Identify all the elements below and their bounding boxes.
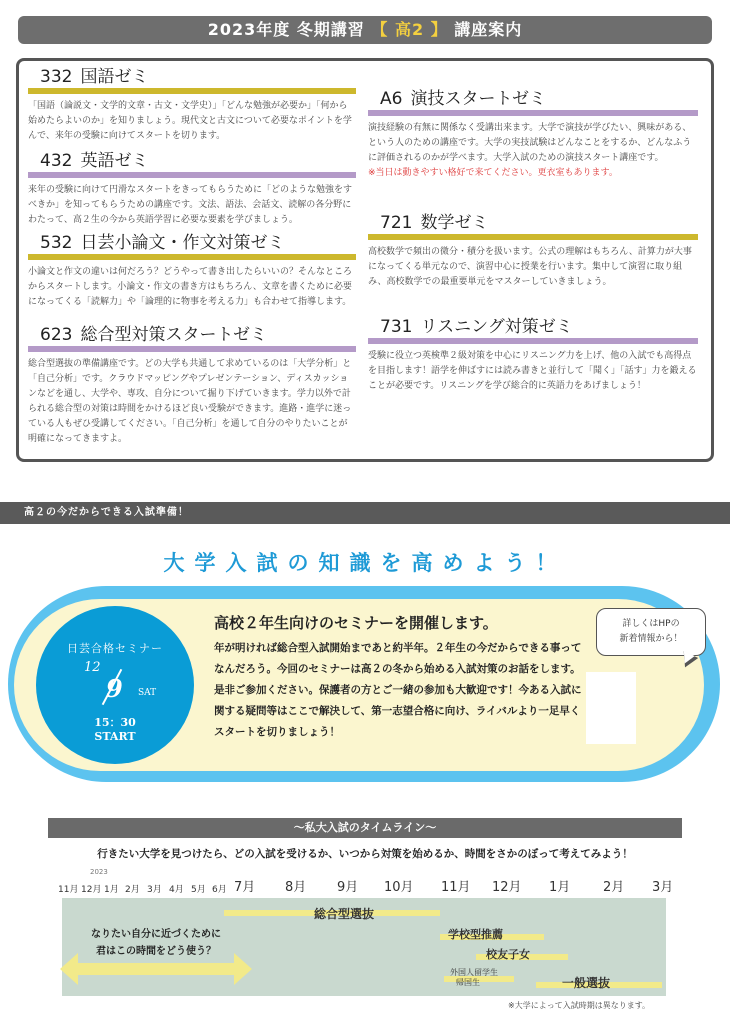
- month-label: 11月: [441, 880, 471, 895]
- arrow-message-line: 君はこの時間をどう使う？: [96, 946, 216, 957]
- course-rule: [28, 172, 356, 178]
- arrow-shaft: [70, 963, 240, 975]
- foreign-label: 外国人留学生: [450, 968, 498, 977]
- course-332: [28, 66, 356, 144]
- course-number: 623: [40, 325, 73, 345]
- month-label: 11月: [58, 885, 79, 895]
- course-title: 数学ゼミ: [420, 213, 489, 233]
- headline: 大学入試の知識を高めよう！: [163, 551, 567, 575]
- month-label: 2月: [125, 885, 140, 895]
- course-number: 731: [380, 317, 413, 337]
- course-desc: 総合型選抜の準備講座です。どの大学も共通して求めているのは「大学分析」と「自己分析」です。クラウドマッピングやプレゼンテーション、ディスカッションなどを通し、大学や、専攻、自分について掘り下げていきます。学力以外で計られる総合型の対策は時間をかけるほど良い受験ができます。進路・進学に迷っている人もぜひ受講してください。「自己分析」を通して自分のやりたいことが明確になってきますよ。: [28, 359, 352, 444]
- month-label: 4月: [169, 885, 184, 895]
- course-rule: [28, 254, 356, 260]
- course-desc: 「国語（論説文・文学的文章・古文・文学史）」「どんな勉強が必要か」「何から始めたらよいのか」を知りましょう。現代文と古文について必要なポイントを学んで、来年の受験に向けてスタートを切ります。: [28, 101, 352, 141]
- month-label: 5月: [191, 885, 206, 895]
- returnee-label: 帰国生: [456, 978, 480, 987]
- course-title: 日芸小論文・作文対策ゼミ: [80, 233, 285, 253]
- qr-code-placeholder[interactable]: [586, 672, 636, 744]
- month-label: 6月: [212, 885, 227, 895]
- section-bar: 高２の今だからできる入試準備！: [0, 502, 730, 524]
- title-bracket-open: 【: [371, 20, 389, 39]
- month-label: 2月: [603, 880, 625, 895]
- seminar-title: 高校２年生向けのセミナーを開催します。: [214, 614, 498, 632]
- timeline-year-tag: 2023: [90, 868, 108, 876]
- course-title: 演技スタートゼミ: [410, 89, 546, 109]
- sogo-label: 総合型選抜: [314, 907, 375, 921]
- course-desc: 小論文と作文の違いは何だろう？どうやって書き出したらいいの？そんなところからスタートします。小論文・作文の書き方はもちろん、文章を書くために必要になってくる「読解力」や「論理的に物事を考える力」も合わせて指導します。: [28, 267, 353, 307]
- course-623: [28, 324, 356, 447]
- title-bracket-close: 】: [430, 20, 448, 39]
- course-a6: [368, 88, 698, 181]
- month-label: 8月: [285, 880, 307, 895]
- course-rule: [28, 346, 356, 352]
- page-title: [18, 16, 712, 44]
- hp-info-bubble[interactable]: [596, 608, 706, 656]
- course-number: 332: [40, 67, 73, 87]
- course-desc: 受験に役立つ英検準２級対策を中心にリスニング力を上げ、他の入試でも高得点を目指します！語学を伸ばすには読み書きと並行して「聞く」「話す」力を鍛えることが必要です。リスニングを学び総合的に英語力をあげましょう！: [368, 351, 697, 391]
- month-label: 3月: [652, 880, 674, 895]
- course-number: A6: [380, 89, 403, 109]
- title-suffix: 講座案内: [454, 20, 523, 39]
- bubble-line: 新着情報から！: [619, 634, 683, 644]
- course-number: 432: [40, 151, 73, 171]
- badge-title: 日芸合格セミナー: [67, 642, 163, 655]
- month-label: 9月: [337, 880, 359, 895]
- course-rule: [368, 234, 698, 240]
- seminar-date-badge: [36, 606, 194, 764]
- course-rule: [368, 110, 698, 116]
- course-721: [368, 212, 698, 290]
- course-rule: [28, 88, 356, 94]
- badge-weekday: SAT: [138, 688, 157, 698]
- course-731: [368, 316, 698, 394]
- alumni-label: 校友子女: [486, 948, 530, 961]
- course-desc: 高校数学で頻出の微分・積分を扱います。公式の理解はもちろん、計算力が大事になってくる単元なので、演習中心に授業を行います。集中して演習に取り組み、高校数学での最重要単元をマスターしていきましょう。: [368, 247, 692, 287]
- seminar-body: 年が明ければ総合型入試開始まであと約半年。２年生の今だからできる事ってなんだろう。今回のセミナーは高２の冬から始める入試対策のお話をします。是非ご参加ください。保護者の方とご一緒の参加も大歓迎です！今ある入試に関する疑問等はここで解決して、第一志望合格に向け、ライバルより一足早くスタートを切りましょう！: [214, 642, 582, 738]
- timeline-months: [0, 876, 730, 896]
- course-number: 532: [40, 233, 73, 253]
- month-label: 7月: [234, 880, 256, 895]
- month-label: 3月: [147, 885, 162, 895]
- arrow-message-line: なりたい自分に近づくために: [91, 929, 221, 940]
- course-note: ※当日は動きやすい格好で来てください。更衣室もあります。: [368, 168, 618, 178]
- timeline-subtitle: 行きたい大学を見つけたら、どの入試を受けるか、いつから対策を始めるか、時間をさかのぼって考えてみよう！: [97, 848, 633, 860]
- badge-start: START: [94, 730, 136, 743]
- course-rule: [368, 338, 698, 344]
- month-label: 10月: [384, 880, 414, 895]
- course-532: [28, 232, 356, 310]
- arrow-message: [66, 926, 246, 960]
- month-label: 1月: [104, 885, 119, 895]
- timeline-footnote: ※大学によって入試時期は異なります。: [508, 1001, 651, 1010]
- badge-day: 9: [106, 674, 123, 703]
- bubble-line: 詳しくはHPの: [622, 619, 680, 629]
- course-number: 721: [380, 213, 413, 233]
- month-label: 12月: [81, 885, 102, 895]
- course-title: 総合型対策スタートゼミ: [80, 325, 267, 345]
- month-label: 12月: [492, 880, 522, 895]
- title-prefix: 2023年度 冬期講習: [207, 20, 365, 39]
- title-grade: 高2: [394, 20, 425, 39]
- timeline-title: 〜私大入試のタイムライン〜: [48, 818, 682, 838]
- course-title: リスニング対策ゼミ: [420, 317, 573, 337]
- general-label: 一般選抜: [562, 976, 611, 990]
- badge-month: 12: [84, 660, 101, 675]
- course-desc: 演技経験の有無に関係なく受講出来ます。大学で演技が学びたい、興味がある、という人のための講座です。大学の実技試験はどんなことをするか、どんなふうに評価されるのかが学べます。大学入試のための演技スタート講座です。: [368, 123, 692, 163]
- course-title: 英語ゼミ: [80, 151, 149, 171]
- course-432: [28, 150, 356, 228]
- school-label: 学校型推薦: [448, 928, 503, 941]
- badge-time: 15：30: [94, 716, 136, 729]
- course-title: 国語ゼミ: [80, 67, 149, 87]
- course-desc: 来年の受験に向けて円滑なスタートをきってもらうために「どのような勉強をすべきか」を知ってもらうための講座です。文法、語法、会話文、読解の各分野にわたって、高２生の今から英語学習に必要な要素を学びましょう。: [28, 185, 353, 225]
- month-label: 1月: [549, 880, 571, 895]
